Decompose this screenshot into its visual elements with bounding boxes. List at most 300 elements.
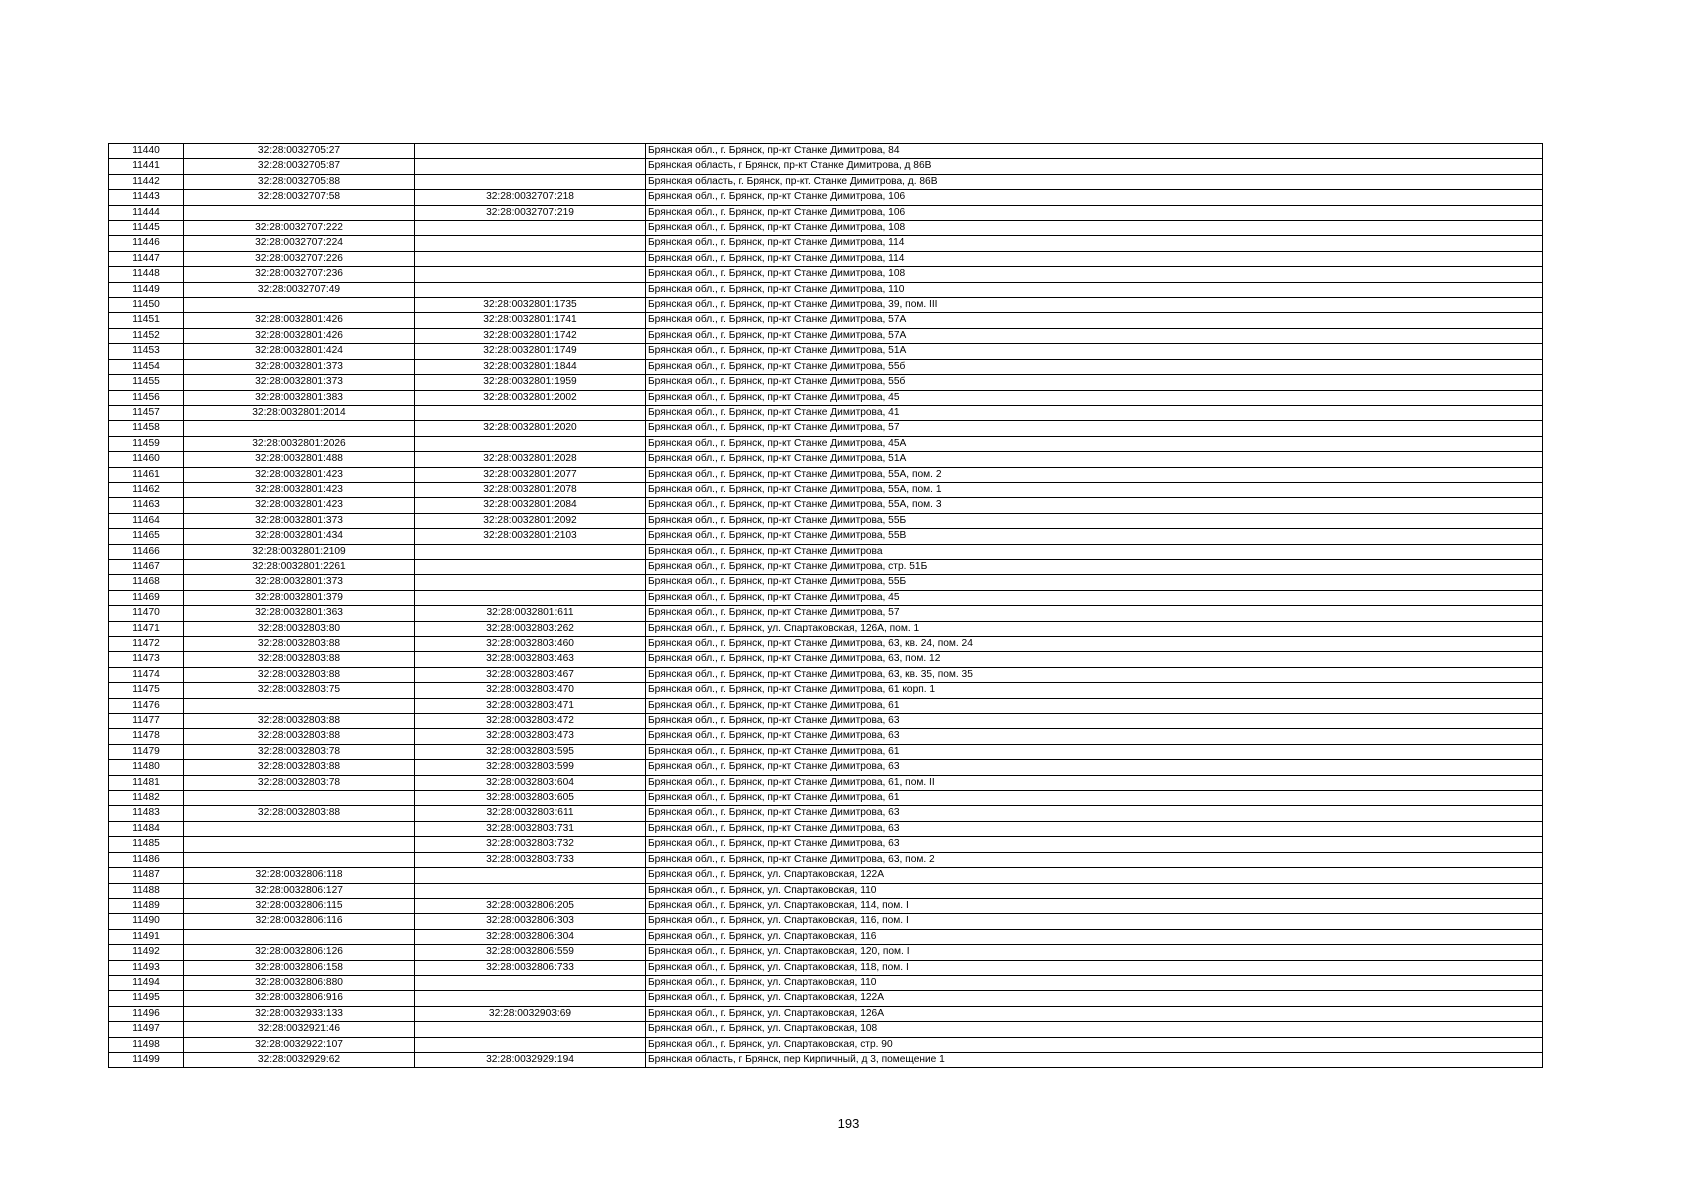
row-number-cell: 11463 <box>109 498 184 513</box>
object-cadastral-number-cell: 32:28:0032803:262 <box>415 621 646 636</box>
land-cadastral-number-cell: 32:28:0032707:226 <box>184 251 415 266</box>
land-cadastral-number-cell: 32:28:0032801:426 <box>184 328 415 343</box>
object-cadastral-number-cell: 32:28:0032806:733 <box>415 960 646 975</box>
address-cell: Брянская область, г Брянск, пер Кирпичный, д 3, помещение 1 <box>646 1052 1543 1067</box>
table-row <box>109 975 1543 990</box>
table-row <box>109 683 1543 698</box>
object-cadastral-number-cell <box>415 174 646 189</box>
address-cell: Брянская обл., г. Брянск, пр-кт Станке Димитрова, 55А, пом. 2 <box>646 467 1543 482</box>
table-row <box>109 606 1543 621</box>
row-number-cell: 11493 <box>109 960 184 975</box>
address-cell: Брянская обл., г. Брянск, пр-кт Станке Димитрова, 84 <box>646 144 1543 159</box>
land-cadastral-number-cell: 32:28:0032803:88 <box>184 729 415 744</box>
land-cadastral-number-cell <box>184 821 415 836</box>
land-cadastral-number-cell: 32:28:0032801:383 <box>184 390 415 405</box>
land-cadastral-number-cell: 32:28:0032803:88 <box>184 667 415 682</box>
row-number-cell: 11450 <box>109 298 184 313</box>
table-row <box>109 590 1543 605</box>
object-cadastral-number-cell: 32:28:0032806:205 <box>415 898 646 913</box>
table-row <box>109 436 1543 451</box>
address-cell: Брянская обл., г. Брянск, ул. Спартаковская, 110 <box>646 975 1543 990</box>
object-cadastral-number-cell: 32:28:0032801:1742 <box>415 328 646 343</box>
row-number-cell: 11471 <box>109 621 184 636</box>
land-cadastral-number-cell: 32:28:0032801:488 <box>184 452 415 467</box>
object-cadastral-number-cell: 32:28:0032801:1844 <box>415 359 646 374</box>
row-number-cell: 11492 <box>109 945 184 960</box>
table-row <box>109 1052 1543 1067</box>
object-cadastral-number-cell: 32:28:0032801:2077 <box>415 467 646 482</box>
table-row <box>109 267 1543 282</box>
address-cell: Брянская обл., г. Брянск, пр-кт Станке Димитрова, 39, пом. III <box>646 298 1543 313</box>
address-cell: Брянская обл., г. Брянск, пр-кт Станке Димитрова, стр. 51Б <box>646 559 1543 574</box>
row-number-cell: 11484 <box>109 821 184 836</box>
table-row <box>109 1022 1543 1037</box>
address-cell: Брянская обл., г. Брянск, пр-кт Станке Димитрова, 45 <box>646 590 1543 605</box>
object-cadastral-number-cell <box>415 1022 646 1037</box>
address-cell: Брянская обл., г. Брянск, пр-кт Станке Димитрова, 51А <box>646 452 1543 467</box>
land-cadastral-number-cell: 32:28:0032707:49 <box>184 282 415 297</box>
land-cadastral-number-cell <box>184 852 415 867</box>
land-cadastral-number-cell: 32:28:0032922:107 <box>184 1037 415 1052</box>
table-row <box>109 914 1543 929</box>
address-cell: Брянская обл., г. Брянск, пр-кт Станке Димитрова, 57 <box>646 421 1543 436</box>
table-row <box>109 775 1543 790</box>
object-cadastral-number-cell <box>415 267 646 282</box>
table-row <box>109 1037 1543 1052</box>
row-number-cell: 11455 <box>109 375 184 390</box>
table-row <box>109 837 1543 852</box>
address-cell: Брянская обл., г. Брянск, ул. Спартаковская, 126А <box>646 1006 1543 1021</box>
registry-table-body <box>109 144 1543 1068</box>
address-cell: Брянская обл., г. Брянск, пр-кт Станке Димитрова, 106 <box>646 190 1543 205</box>
object-cadastral-number-cell <box>415 575 646 590</box>
table-row <box>109 375 1543 390</box>
row-number-cell: 11494 <box>109 975 184 990</box>
table-row <box>109 313 1543 328</box>
address-cell: Брянская обл., г. Брянск, пр-кт Станке Димитрова, 55Б <box>646 575 1543 590</box>
table-row <box>109 328 1543 343</box>
address-cell: Брянская обл., г. Брянск, пр-кт Станке Димитрова, 55А, пом. 1 <box>646 482 1543 497</box>
object-cadastral-number-cell: 32:28:0032806:303 <box>415 914 646 929</box>
address-cell: Брянская обл., г. Брянск, пр-кт Станке Димитрова, 63 <box>646 837 1543 852</box>
object-cadastral-number-cell: 32:28:0032803:611 <box>415 806 646 821</box>
registry-table <box>108 143 1543 1068</box>
land-cadastral-number-cell: 32:28:0032806:118 <box>184 868 415 883</box>
object-cadastral-number-cell <box>415 975 646 990</box>
object-cadastral-number-cell: 32:28:0032803:732 <box>415 837 646 852</box>
address-cell: Брянская обл., г. Брянск, пр-кт Станке Димитрова, 61 <box>646 744 1543 759</box>
table-row <box>109 945 1543 960</box>
land-cadastral-number-cell: 32:28:0032803:78 <box>184 744 415 759</box>
table-row <box>109 806 1543 821</box>
object-cadastral-number-cell: 32:28:0032803:599 <box>415 760 646 775</box>
land-cadastral-number-cell: 32:28:0032707:58 <box>184 190 415 205</box>
land-cadastral-number-cell: 32:28:0032707:236 <box>184 267 415 282</box>
land-cadastral-number-cell: 32:28:0032929:62 <box>184 1052 415 1067</box>
row-number-cell: 11468 <box>109 575 184 590</box>
object-cadastral-number-cell: 32:28:0032801:2084 <box>415 498 646 513</box>
row-number-cell: 11454 <box>109 359 184 374</box>
object-cadastral-number-cell: 32:28:0032801:1741 <box>415 313 646 328</box>
address-cell: Брянская обл., г. Брянск, пр-кт Станке Димитрова, 55В <box>646 529 1543 544</box>
object-cadastral-number-cell: 32:28:0032707:218 <box>415 190 646 205</box>
land-cadastral-number-cell: 32:28:0032806:116 <box>184 914 415 929</box>
object-cadastral-number-cell: 32:28:0032801:2092 <box>415 513 646 528</box>
address-cell: Брянская обл., г. Брянск, пр-кт Станке Димитрова, 108 <box>646 221 1543 236</box>
row-number-cell: 11488 <box>109 883 184 898</box>
row-number-cell: 11459 <box>109 436 184 451</box>
land-cadastral-number-cell <box>184 298 415 313</box>
land-cadastral-number-cell: 32:28:0032921:46 <box>184 1022 415 1037</box>
table-row <box>109 868 1543 883</box>
row-number-cell: 11457 <box>109 405 184 420</box>
table-row <box>109 544 1543 559</box>
row-number-cell: 11473 <box>109 652 184 667</box>
address-cell: Брянская обл., г. Брянск, пр-кт Станке Димитрова, 63, кв. 35, пом. 35 <box>646 667 1543 682</box>
table-row <box>109 698 1543 713</box>
address-cell: Брянская обл., г. Брянск, ул. Спартаковская, 122А <box>646 868 1543 883</box>
address-cell: Брянская обл., г. Брянск, пр-кт Станке Димитрова, 61 <box>646 698 1543 713</box>
object-cadastral-number-cell: 32:28:0032707:219 <box>415 205 646 220</box>
object-cadastral-number-cell: 32:28:0032801:1749 <box>415 344 646 359</box>
table-row <box>109 467 1543 482</box>
land-cadastral-number-cell: 32:28:0032803:88 <box>184 806 415 821</box>
address-cell: Брянская обл., г. Брянск, ул. Спартаковская, 120, пом. I <box>646 945 1543 960</box>
row-number-cell: 11449 <box>109 282 184 297</box>
address-cell: Брянская обл., г. Брянск, пр-кт Станке Димитрова, 63, пом. 12 <box>646 652 1543 667</box>
row-number-cell: 11452 <box>109 328 184 343</box>
address-cell: Брянская обл., г. Брянск, пр-кт Станке Димитрова, 63, пом. 2 <box>646 852 1543 867</box>
row-number-cell: 11490 <box>109 914 184 929</box>
land-cadastral-number-cell: 32:28:0032803:88 <box>184 760 415 775</box>
land-cadastral-number-cell: 32:28:0032806:158 <box>184 960 415 975</box>
address-cell: Брянская обл., г. Брянск, ул. Спартаковская, 110 <box>646 883 1543 898</box>
address-cell: Брянская обл., г. Брянск, ул. Спартаковская, 116, пом. I <box>646 914 1543 929</box>
address-cell: Брянская обл., г. Брянск, пр-кт Станке Димитрова, 45А <box>646 436 1543 451</box>
table-row <box>109 513 1543 528</box>
table-row <box>109 991 1543 1006</box>
address-cell: Брянская обл., г. Брянск, пр-кт Станке Димитрова, 114 <box>646 236 1543 251</box>
land-cadastral-number-cell: 32:28:0032806:126 <box>184 945 415 960</box>
object-cadastral-number-cell <box>415 144 646 159</box>
table-row <box>109 159 1543 174</box>
row-number-cell: 11478 <box>109 729 184 744</box>
address-cell: Брянская обл., г. Брянск, ул. Спартаковская, 116 <box>646 929 1543 944</box>
row-number-cell: 11487 <box>109 868 184 883</box>
row-number-cell: 11491 <box>109 929 184 944</box>
land-cadastral-number-cell: 32:28:0032806:115 <box>184 898 415 913</box>
object-cadastral-number-cell: 32:28:0032803:463 <box>415 652 646 667</box>
row-number-cell: 11442 <box>109 174 184 189</box>
object-cadastral-number-cell <box>415 159 646 174</box>
land-cadastral-number-cell: 32:28:0032801:2109 <box>184 544 415 559</box>
address-cell: Брянская обл., г. Брянск, ул. Спартаковская, 122А <box>646 991 1543 1006</box>
row-number-cell: 11458 <box>109 421 184 436</box>
table-row <box>109 760 1543 775</box>
address-cell: Брянская обл., г. Брянск, пр-кт Станке Димитрова, 41 <box>646 405 1543 420</box>
land-cadastral-number-cell: 32:28:0032806:127 <box>184 883 415 898</box>
table-row <box>109 498 1543 513</box>
address-cell: Брянская обл., г. Брянск, пр-кт Станке Димитрова, 63, кв. 24, пом. 24 <box>646 637 1543 652</box>
land-cadastral-number-cell: 32:28:0032803:88 <box>184 652 415 667</box>
object-cadastral-number-cell: 32:28:0032801:1735 <box>415 298 646 313</box>
land-cadastral-number-cell: 32:28:0032803:78 <box>184 775 415 790</box>
table-row <box>109 282 1543 297</box>
address-cell: Брянская обл., г. Брянск, пр-кт Станке Димитрова, 57А <box>646 328 1543 343</box>
land-cadastral-number-cell: 32:28:0032705:27 <box>184 144 415 159</box>
land-cadastral-number-cell: 32:28:0032803:80 <box>184 621 415 636</box>
table-row <box>109 221 1543 236</box>
row-number-cell: 11453 <box>109 344 184 359</box>
row-number-cell: 11486 <box>109 852 184 867</box>
object-cadastral-number-cell <box>415 436 646 451</box>
land-cadastral-number-cell: 32:28:0032801:2014 <box>184 405 415 420</box>
page-number: 193 <box>837 1116 860 1131</box>
row-number-cell: 11482 <box>109 791 184 806</box>
object-cadastral-number-cell: 32:28:0032803:471 <box>415 698 646 713</box>
address-cell: Брянская обл., г. Брянск, ул. Спартаковская, 108 <box>646 1022 1543 1037</box>
row-number-cell: 11485 <box>109 837 184 852</box>
land-cadastral-number-cell: 32:28:0032803:88 <box>184 637 415 652</box>
address-cell: Брянская обл., г. Брянск, ул. Спартаковская, 114, пом. I <box>646 898 1543 913</box>
object-cadastral-number-cell: 32:28:0032801:2103 <box>415 529 646 544</box>
table-row <box>109 559 1543 574</box>
table-row <box>109 883 1543 898</box>
row-number-cell: 11444 <box>109 205 184 220</box>
table-row <box>109 821 1543 836</box>
land-cadastral-number-cell <box>184 929 415 944</box>
address-cell: Брянская обл., г. Брянск, пр-кт Станке Димитрова, 61 корп. 1 <box>646 683 1543 698</box>
land-cadastral-number-cell: 32:28:0032801:2026 <box>184 436 415 451</box>
object-cadastral-number-cell: 32:28:0032806:559 <box>415 945 646 960</box>
row-number-cell: 11483 <box>109 806 184 821</box>
object-cadastral-number-cell: 32:28:0032803:472 <box>415 714 646 729</box>
row-number-cell: 11448 <box>109 267 184 282</box>
land-cadastral-number-cell: 32:28:0032801:363 <box>184 606 415 621</box>
row-number-cell: 11470 <box>109 606 184 621</box>
table-row <box>109 205 1543 220</box>
address-cell: Брянская обл., г. Брянск, пр-кт Станке Димитрова, 61 <box>646 791 1543 806</box>
land-cadastral-number-cell: 32:28:0032705:87 <box>184 159 415 174</box>
object-cadastral-number-cell: 32:28:0032801:2020 <box>415 421 646 436</box>
object-cadastral-number-cell <box>415 236 646 251</box>
row-number-cell: 11475 <box>109 683 184 698</box>
land-cadastral-number-cell: 32:28:0032806:880 <box>184 975 415 990</box>
object-cadastral-number-cell: 32:28:0032929:194 <box>415 1052 646 1067</box>
table-row <box>109 236 1543 251</box>
table-row <box>109 621 1543 636</box>
address-cell: Брянская обл., г. Брянск, пр-кт Станке Димитрова, 114 <box>646 251 1543 266</box>
land-cadastral-number-cell: 32:28:0032801:423 <box>184 467 415 482</box>
address-cell: Брянская область, г Брянск, пр-кт Станке Димитрова, д 86В <box>646 159 1543 174</box>
table-row <box>109 174 1543 189</box>
row-number-cell: 11460 <box>109 452 184 467</box>
table-row <box>109 637 1543 652</box>
object-cadastral-number-cell: 32:28:0032803:473 <box>415 729 646 744</box>
object-cadastral-number-cell: 32:28:0032803:731 <box>415 821 646 836</box>
land-cadastral-number-cell <box>184 791 415 806</box>
row-number-cell: 11498 <box>109 1037 184 1052</box>
address-cell: Брянская обл., г. Брянск, пр-кт Станке Димитрова, 63 <box>646 806 1543 821</box>
land-cadastral-number-cell <box>184 205 415 220</box>
land-cadastral-number-cell: 32:28:0032801:423 <box>184 482 415 497</box>
row-number-cell: 11495 <box>109 991 184 1006</box>
object-cadastral-number-cell: 32:28:0032903:69 <box>415 1006 646 1021</box>
table-row <box>109 359 1543 374</box>
object-cadastral-number-cell <box>415 251 646 266</box>
address-cell: Брянская обл., г. Брянск, пр-кт Станке Димитрова, 45 <box>646 390 1543 405</box>
land-cadastral-number-cell: 32:28:0032801:434 <box>184 529 415 544</box>
row-number-cell: 11462 <box>109 482 184 497</box>
address-cell: Брянская обл., г. Брянск, пр-кт Станке Димитрова, 63 <box>646 714 1543 729</box>
address-cell: Брянская обл., г. Брянск, пр-кт Станке Димитрова, 63 <box>646 821 1543 836</box>
object-cadastral-number-cell <box>415 883 646 898</box>
object-cadastral-number-cell <box>415 221 646 236</box>
land-cadastral-number-cell: 32:28:0032801:373 <box>184 513 415 528</box>
land-cadastral-number-cell: 32:28:0032801:2261 <box>184 559 415 574</box>
row-number-cell: 11476 <box>109 698 184 713</box>
land-cadastral-number-cell: 32:28:0032801:426 <box>184 313 415 328</box>
address-cell: Брянская обл., г. Брянск, пр-кт Станке Димитрова, 106 <box>646 205 1543 220</box>
table-row <box>109 929 1543 944</box>
row-number-cell: 11445 <box>109 221 184 236</box>
object-cadastral-number-cell: 32:28:0032801:2028 <box>415 452 646 467</box>
table-row <box>109 960 1543 975</box>
row-number-cell: 11464 <box>109 513 184 528</box>
object-cadastral-number-cell: 32:28:0032806:304 <box>415 929 646 944</box>
row-number-cell: 11447 <box>109 251 184 266</box>
address-cell: Брянская обл., г. Брянск, пр-кт Станке Димитрова, 108 <box>646 267 1543 282</box>
table-row <box>109 729 1543 744</box>
table-row <box>109 898 1543 913</box>
address-cell: Брянская обл., г. Брянск, ул. Спартаковская, стр. 90 <box>646 1037 1543 1052</box>
land-cadastral-number-cell: 32:28:0032806:916 <box>184 991 415 1006</box>
address-cell: Брянская обл., г. Брянск, пр-кт Станке Димитрова, 63 <box>646 729 1543 744</box>
row-number-cell: 11446 <box>109 236 184 251</box>
row-number-cell: 11461 <box>109 467 184 482</box>
object-cadastral-number-cell <box>415 405 646 420</box>
row-number-cell: 11479 <box>109 744 184 759</box>
object-cadastral-number-cell: 32:28:0032803:604 <box>415 775 646 790</box>
row-number-cell: 11443 <box>109 190 184 205</box>
address-cell: Брянская обл., г. Брянск, пр-кт Станке Димитрова, 55Б <box>646 513 1543 528</box>
address-cell: Брянская обл., г. Брянск, пр-кт Станке Димитрова, 63 <box>646 760 1543 775</box>
land-cadastral-number-cell: 32:28:0032801:373 <box>184 575 415 590</box>
land-cadastral-number-cell: 32:28:0032801:424 <box>184 344 415 359</box>
table-row <box>109 298 1543 313</box>
table-row <box>109 667 1543 682</box>
object-cadastral-number-cell <box>415 991 646 1006</box>
land-cadastral-number-cell: 32:28:0032801:379 <box>184 590 415 605</box>
object-cadastral-number-cell <box>415 559 646 574</box>
table-row <box>109 652 1543 667</box>
row-number-cell: 11466 <box>109 544 184 559</box>
table-row <box>109 529 1543 544</box>
address-cell: Брянская обл., г. Брянск, пр-кт Станке Димитрова, 110 <box>646 282 1543 297</box>
row-number-cell: 11477 <box>109 714 184 729</box>
table-row <box>109 421 1543 436</box>
row-number-cell: 11467 <box>109 559 184 574</box>
object-cadastral-number-cell: 32:28:0032803:733 <box>415 852 646 867</box>
table-row <box>109 190 1543 205</box>
address-cell: Брянская обл., г. Брянск, ул. Спартаковская, 118, пом. I <box>646 960 1543 975</box>
table-row <box>109 390 1543 405</box>
object-cadastral-number-cell: 32:28:0032801:1959 <box>415 375 646 390</box>
address-cell: Брянская обл., г. Брянск, пр-кт Станке Димитрова, 55А, пом. 3 <box>646 498 1543 513</box>
table-row <box>109 575 1543 590</box>
address-cell: Брянская обл., г. Брянск, пр-кт Станке Димитрова <box>646 544 1543 559</box>
address-cell: Брянская обл., г. Брянск, пр-кт Станке Димитрова, 51А <box>646 344 1543 359</box>
address-cell: Брянская обл., г. Брянск, пр-кт Станке Димитрова, 55б <box>646 359 1543 374</box>
object-cadastral-number-cell: 32:28:0032803:460 <box>415 637 646 652</box>
object-cadastral-number-cell: 32:28:0032803:470 <box>415 683 646 698</box>
row-number-cell: 11497 <box>109 1022 184 1037</box>
land-cadastral-number-cell: 32:28:0032801:373 <box>184 359 415 374</box>
object-cadastral-number-cell <box>415 1037 646 1052</box>
row-number-cell: 11456 <box>109 390 184 405</box>
land-cadastral-number-cell: 32:28:0032803:75 <box>184 683 415 698</box>
row-number-cell: 11472 <box>109 637 184 652</box>
land-cadastral-number-cell: 32:28:0032705:88 <box>184 174 415 189</box>
object-cadastral-number-cell <box>415 868 646 883</box>
row-number-cell: 11440 <box>109 144 184 159</box>
table-row <box>109 344 1543 359</box>
row-number-cell: 11465 <box>109 529 184 544</box>
land-cadastral-number-cell: 32:28:0032933:133 <box>184 1006 415 1021</box>
table-row <box>109 251 1543 266</box>
row-number-cell: 11496 <box>109 1006 184 1021</box>
land-cadastral-number-cell <box>184 421 415 436</box>
object-cadastral-number-cell: 32:28:0032801:2078 <box>415 482 646 497</box>
table-row <box>109 482 1543 497</box>
object-cadastral-number-cell: 32:28:0032801:2002 <box>415 390 646 405</box>
row-number-cell: 11451 <box>109 313 184 328</box>
land-cadastral-number-cell: 32:28:0032803:88 <box>184 714 415 729</box>
object-cadastral-number-cell: 32:28:0032803:595 <box>415 744 646 759</box>
land-cadastral-number-cell: 32:28:0032707:222 <box>184 221 415 236</box>
land-cadastral-number-cell: 32:28:0032801:373 <box>184 375 415 390</box>
object-cadastral-number-cell <box>415 590 646 605</box>
address-cell: Брянская обл., г. Брянск, пр-кт Станке Димитрова, 57А <box>646 313 1543 328</box>
table-row <box>109 1006 1543 1021</box>
object-cadastral-number-cell: 32:28:0032803:605 <box>415 791 646 806</box>
table-row <box>109 714 1543 729</box>
land-cadastral-number-cell: 32:28:0032801:423 <box>184 498 415 513</box>
land-cadastral-number-cell: 32:28:0032707:224 <box>184 236 415 251</box>
object-cadastral-number-cell: 32:28:0032801:611 <box>415 606 646 621</box>
address-cell: Брянская обл., г. Брянск, пр-кт Станке Димитрова, 61, пом. II <box>646 775 1543 790</box>
table-row <box>109 852 1543 867</box>
row-number-cell: 11469 <box>109 590 184 605</box>
address-cell: Брянская обл., г. Брянск, ул. Спартаковская, 126А, пом. 1 <box>646 621 1543 636</box>
row-number-cell: 11480 <box>109 760 184 775</box>
table-row <box>109 144 1543 159</box>
address-cell: Брянская область, г. Брянск, пр-кт. Станке Димитрова, д. 86В <box>646 174 1543 189</box>
table-row <box>109 791 1543 806</box>
land-cadastral-number-cell <box>184 837 415 852</box>
row-number-cell: 11441 <box>109 159 184 174</box>
address-cell: Брянская обл., г. Брянск, пр-кт Станке Димитрова, 55б <box>646 375 1543 390</box>
row-number-cell: 11481 <box>109 775 184 790</box>
object-cadastral-number-cell: 32:28:0032803:467 <box>415 667 646 682</box>
row-number-cell: 11474 <box>109 667 184 682</box>
object-cadastral-number-cell <box>415 544 646 559</box>
address-cell: Брянская обл., г. Брянск, пр-кт Станке Димитрова, 57 <box>646 606 1543 621</box>
row-number-cell: 11499 <box>109 1052 184 1067</box>
table-row <box>109 405 1543 420</box>
table-row <box>109 452 1543 467</box>
table-row <box>109 744 1543 759</box>
